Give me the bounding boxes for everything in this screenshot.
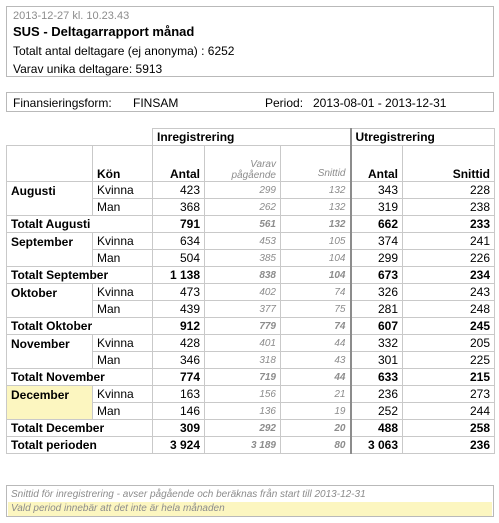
- antal-cell: 423: [153, 182, 205, 199]
- total-ut-antal: 633: [351, 369, 403, 386]
- grand-total-varav: 3 189: [205, 437, 281, 454]
- col-varav-line1: Varav: [250, 159, 276, 170]
- total-varav: 292: [205, 420, 281, 437]
- finance-value: FINSAM: [133, 96, 179, 110]
- month-label: September: [7, 233, 93, 267]
- total-ut-snittid: 245: [403, 318, 495, 335]
- kon-cell: Man: [93, 403, 153, 420]
- kon-cell: Man: [93, 199, 153, 216]
- total-ut-snittid: 234: [403, 267, 495, 284]
- snittid-cell: 104: [281, 250, 351, 267]
- blank-cell: [7, 129, 93, 146]
- total-ut-antal: 488: [351, 420, 403, 437]
- col-kon-header: Kön: [93, 146, 153, 182]
- col-antal-header: Antal: [153, 146, 205, 182]
- month-label: November: [7, 335, 93, 369]
- table-row: [7, 233, 495, 250]
- antal-cell: 146: [153, 403, 205, 420]
- column-header-row: [7, 146, 495, 182]
- col-varav-header: [205, 146, 281, 182]
- total-ut-snittid: 215: [403, 369, 495, 386]
- antal-cell: 504: [153, 250, 205, 267]
- group-inreg-header: Inregistrering: [153, 129, 351, 146]
- group-utreg-header: Utregistrering: [351, 129, 495, 146]
- table-row: [7, 386, 495, 403]
- total-varav: 838: [205, 267, 281, 284]
- total-ut-snittid: 233: [403, 216, 495, 233]
- total-label: Totalt Augusti: [7, 216, 153, 233]
- total-varav: 779: [205, 318, 281, 335]
- col-snittid-ut-header: Snittid: [403, 146, 495, 182]
- total-antal: 1 138: [153, 267, 205, 284]
- total-antal: 912: [153, 318, 205, 335]
- kon-cell: Kvinna: [93, 284, 153, 301]
- antal-cell: 634: [153, 233, 205, 250]
- varav-cell: 377: [205, 301, 281, 318]
- kon-cell: Kvinna: [93, 233, 153, 250]
- snittid-cell: 19: [281, 403, 351, 420]
- snittid-cell: 132: [281, 199, 351, 216]
- kon-cell: Kvinna: [93, 386, 153, 403]
- antal-cell: 439: [153, 301, 205, 318]
- total-snittid: 104: [281, 267, 351, 284]
- grand-total-ut-snittid: 236: [403, 437, 495, 454]
- ut-snittid-cell: 244: [403, 403, 495, 420]
- ut-snittid-cell: 238: [403, 199, 495, 216]
- col-antal-ut-header: Antal: [351, 146, 403, 182]
- total-antal: 309: [153, 420, 205, 437]
- report-title: SUS - Deltagarrapport månad: [13, 24, 195, 39]
- month-total-row: [7, 216, 495, 233]
- total-ut-antal: 607: [351, 318, 403, 335]
- ut-snittid-cell: 241: [403, 233, 495, 250]
- ut-antal-cell: 326: [351, 284, 403, 301]
- total-snittid: 132: [281, 216, 351, 233]
- total-varav: 561: [205, 216, 281, 233]
- total-snittid: 20: [281, 420, 351, 437]
- varav-cell: 136: [205, 403, 281, 420]
- varav-cell: 318: [205, 352, 281, 369]
- antal-cell: 163: [153, 386, 205, 403]
- total-antal: 774: [153, 369, 205, 386]
- total-participants: Totalt antal deltagare (ej anonyma) : 6252: [13, 44, 235, 58]
- total-antal: 791: [153, 216, 205, 233]
- month-label: Augusti: [7, 182, 93, 216]
- antal-cell: 346: [153, 352, 205, 369]
- grand-total-ut-antal: 3 063: [351, 437, 403, 454]
- snittid-cell: 132: [281, 182, 351, 199]
- col-varav-line2: pågående: [231, 170, 276, 181]
- blank-cell: [7, 146, 93, 182]
- blank-cell: [93, 129, 153, 146]
- varav-cell: 453: [205, 233, 281, 250]
- kon-cell: Man: [93, 352, 153, 369]
- ut-snittid-cell: 228: [403, 182, 495, 199]
- ut-antal-cell: 281: [351, 301, 403, 318]
- varav-cell: 401: [205, 335, 281, 352]
- grand-total-label: Totalt perioden: [7, 437, 153, 454]
- note-period: Vald period innebär att det inte är hela månaden: [8, 502, 492, 516]
- ut-snittid-cell: 226: [403, 250, 495, 267]
- table-row: [7, 335, 495, 352]
- total-label: Totalt November: [7, 369, 153, 386]
- ut-antal-cell: 374: [351, 233, 403, 250]
- ut-antal-cell: 332: [351, 335, 403, 352]
- table-row: [7, 182, 495, 199]
- varav-cell: 262: [205, 199, 281, 216]
- report-header: [6, 6, 494, 77]
- month-total-row: [7, 369, 495, 386]
- varav-cell: 402: [205, 284, 281, 301]
- total-label: Totalt Oktober: [7, 318, 153, 335]
- finance-label: Finansieringsform:: [13, 96, 112, 110]
- ut-antal-cell: 299: [351, 250, 403, 267]
- varav-cell: 385: [205, 250, 281, 267]
- ut-antal-cell: 252: [351, 403, 403, 420]
- ut-snittid-cell: 273: [403, 386, 495, 403]
- col-snittid-inreg-header: Snittid: [281, 146, 351, 182]
- month-total-row: [7, 267, 495, 284]
- antal-cell: 428: [153, 335, 205, 352]
- notes-box: [6, 485, 494, 517]
- month-label: December: [7, 386, 93, 420]
- total-snittid: 74: [281, 318, 351, 335]
- total-snittid: 44: [281, 369, 351, 386]
- ut-antal-cell: 319: [351, 199, 403, 216]
- month-total-row: [7, 420, 495, 437]
- grand-total-row: [7, 437, 495, 454]
- total-label: Totalt December: [7, 420, 153, 437]
- ut-antal-cell: 301: [351, 352, 403, 369]
- group-header-row: [7, 129, 495, 146]
- ut-antal-cell: 343: [351, 182, 403, 199]
- ut-snittid-cell: 205: [403, 335, 495, 352]
- varav-cell: 299: [205, 182, 281, 199]
- snittid-cell: 43: [281, 352, 351, 369]
- report-timestamp: 2013-12-27 kl. 10.23.43: [13, 10, 130, 22]
- varav-cell: 156: [205, 386, 281, 403]
- table-row: [7, 284, 495, 301]
- kon-cell: Man: [93, 301, 153, 318]
- kon-cell: Kvinna: [93, 182, 153, 199]
- total-label: Totalt September: [7, 267, 153, 284]
- report-table: [6, 128, 495, 454]
- kon-cell: Kvinna: [93, 335, 153, 352]
- ut-antal-cell: 236: [351, 386, 403, 403]
- grand-total-antal: 3 924: [153, 437, 205, 454]
- unique-participants: Varav unika deltagare: 5913: [13, 62, 163, 76]
- kon-cell: Man: [93, 250, 153, 267]
- total-ut-snittid: 258: [403, 420, 495, 437]
- filter-bar: [6, 92, 494, 112]
- total-varav: 719: [205, 369, 281, 386]
- snittid-cell: 44: [281, 335, 351, 352]
- ut-snittid-cell: 243: [403, 284, 495, 301]
- month-total-row: [7, 318, 495, 335]
- snittid-cell: 105: [281, 233, 351, 250]
- antal-cell: 473: [153, 284, 205, 301]
- total-ut-antal: 662: [351, 216, 403, 233]
- snittid-cell: 75: [281, 301, 351, 318]
- grand-total-snittid: 80: [281, 437, 351, 454]
- period-label: Period:: [265, 96, 304, 110]
- note-snittid: Snittid för inregistrering - avser pågående och beräknas från start till 2013-12-31: [11, 489, 366, 500]
- snittid-cell: 21: [281, 386, 351, 403]
- total-ut-antal: 673: [351, 267, 403, 284]
- month-label: Oktober: [7, 284, 93, 318]
- period-value: 2013-08-01 - 2013-12-31: [313, 96, 447, 110]
- ut-snittid-cell: 248: [403, 301, 495, 318]
- ut-snittid-cell: 225: [403, 352, 495, 369]
- snittid-cell: 74: [281, 284, 351, 301]
- antal-cell: 368: [153, 199, 205, 216]
